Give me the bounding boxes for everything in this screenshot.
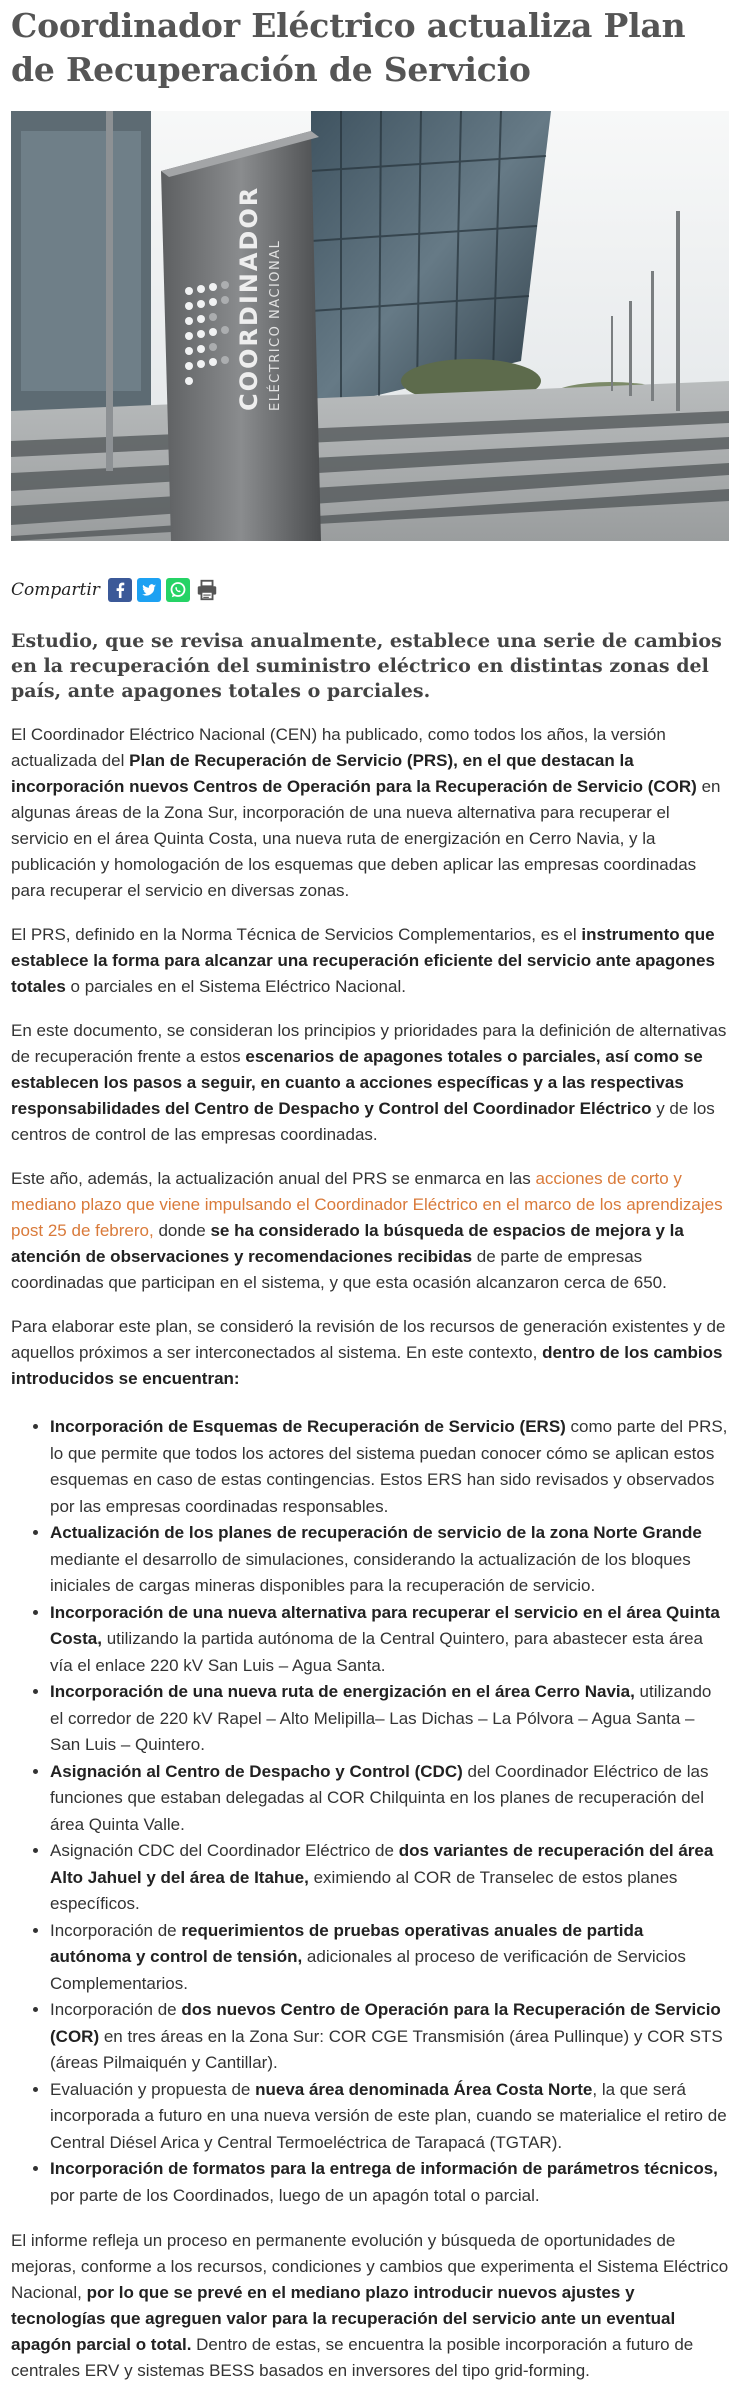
list-item: • Evaluación y propuesta de nueva área denominada Área Costa Norte, la que será incorporada a futuro en una nueva versión de este plan, cuando se materialice el retiro de Central Diésel Arica y Central Termoeléctrica de Tarapacá (TGTAR). <box>50 2077 729 2157</box>
paragraph-1: El Coordinador Eléctrico Nacional (CEN) ha publicado, como todos los años, la versión actualizada del Plan de Recuperación de Servicio (PRS), en el que destacan la incorporación nuevos Centros de Operación para la Recuperación de Servicio (COR) en algunas áreas de la Zona Sur, incorporación de una nueva alternativa para recuperar el servicio en el área Quinta Costa, una nueva ruta de energización en Cerro Navia, y la publicación y homologación de los esquemas que deben aplicar las empresas coordinadas para recuperar el servicio en diversas zonas. <box>11 725 721 900</box>
sign-text-1: COORDINADOR <box>235 185 263 411</box>
sign-text-2: ELÉCTRICO NACIONAL <box>268 239 283 411</box>
paragraph-6: El informe refleja un proceso en permanente evolución y búsqueda de oportunidades de mejoras, conforme a los recursos, condiciones y cambios que experimenta el Sistema Eléctrico Nacional, por lo que se prevé en el mediano plazo introducir nuevos ajustes y tecnologías que agreguen valor para la recuperación del servicio ante un eventual apagón parcial o total. Dentro de estas, se encuentra la posible incorporación a futuro de centrales ERV y sistemas BESS basados en inversores del tipo grid-forming. <box>11 2231 729 2380</box>
article-lead: Estudio, que se revisa anualmente, establece una serie de cambios en la recuperación del suministro eléctrico en distintas zonas del país, ante apagones totales o parciales. <box>11 630 722 702</box>
list-item: • Incorporación de dos nuevos Centro de Operación para la Recuperación de Servicio (COR) en tres áreas en la Zona Sur: COR CGE Transmisión (área Pullinque) y COR STS (áreas Pilmaiquén y Cantillar). <box>50 1997 729 2077</box>
paragraph-5: Para elaborar este plan, se consideró la revisión de los recursos de generación existentes y de aquellos próximos a ser interconectados al sistema. En este contexto, dentro de los cambios introducidos se encuentran: <box>11 1317 726 1388</box>
facebook-icon[interactable] <box>108 578 132 602</box>
paragraph-2: El PRS, definido en la Norma Técnica de Servicios Complementarios, es el instrumento que establece la forma para alcanzar una recuperación eficiente del servicio ante apagones totales o parciales en el Sistema Eléctrico Nacional. <box>11 925 715 996</box>
list-item: • Asignación CDC del Coordinador Eléctrico de dos variantes de recuperación del área Alto Jahuel y del área de Itahue, eximiendo al COR de Transelec de estos planes específicos. <box>50 1838 729 1918</box>
whatsapp-icon[interactable] <box>166 578 190 602</box>
print-icon[interactable] <box>195 578 219 602</box>
list-item: • Actualización de los planes de recuperación de servicio de la zona Norte Grande mediante el desarrollo de simulaciones, considerando la actualización de los bloques iniciales de cargas mineras disponibles para la recuperación de servicio. <box>50 1520 729 1600</box>
list-item: • Incorporación de requerimientos de pruebas operativas anuales de partida autónoma y control de tensión, adicionales al proceso de verificación de Servicios Complementarios. <box>50 1918 729 1998</box>
article <box>11 0 729 2384</box>
changes-list <box>11 1414 729 2209</box>
paragraph-4: Este año, además, la actualización anual del PRS se enmarca en las acciones de corto y mediano plazo que viene impulsando el Coordinador Eléctrico en el marco de los aprendizajes post 25 de febrero, donde se ha considerado la búsqueda de espacios de mejora y la atención de observaciones y recomendaciones recibidas de parte de empresas coordinadas que participan en el sistema, y que esta ocasión alcanzaron cerca de 650. <box>11 1169 723 1292</box>
page-title: Coordinador Eléctrico actualiza Plan de Recuperación de Servicio <box>11 6 686 89</box>
list-item: • Incorporación de una nueva alternativa para recuperar el servicio en el área Quinta Costa, utilizando la partida autónoma de la Central Quintero, para abastecer esta área vía el enlace 220 kV San Luis – Agua Santa. <box>50 1600 729 1680</box>
aprendizajes-link[interactable]: acciones de corto y mediano plazo que viene impulsando el Coordinador Eléctrico en el marco de los aprendizajes post 25 de febrero, <box>11 1169 723 1240</box>
list-item: • Incorporación de Esquemas de Recuperación de Servicio (ERS) como parte del PRS, lo que permite que todos los actores del sistema puedan conocer cómo se aplican estos esquemas en caso de estas contingencias. Estos ERS han sido revisados y observados por las empresas coordinadas responsables. <box>50 1414 729 1520</box>
hero-photo <box>11 111 729 541</box>
share-bar <box>11 569 729 611</box>
share-label: Compartir <box>11 580 100 600</box>
list-item: • Incorporación de formatos para la entrega de información de parámetros técnicos, por parte de los Coordinados, luego de un apagón total o parcial. <box>50 2156 729 2209</box>
list-item: • Incorporación de una nueva ruta de energización en el área Cerro Navia, utilizando el corredor de 220 kV Rapel – Alto Melipilla– Las Dichas – La Pólvora – Agua Santa – San Luis – Quintero. <box>50 1679 729 1759</box>
paragraph-3: En este documento, se consideran los principios y prioridades para la definición de alternativas de recuperación frente a estos escenarios de apagones totales o parciales, así como se establecen los pasos a seguir, en cuanto a acciones específicas y a las respectivas responsabilidades del Centro de Despacho y Control del Coordinador Eléctrico y de los centros de control de las empresas coordinadas. <box>11 1021 727 1144</box>
list-item: • Asignación al Centro de Despacho y Control (CDC) del Coordinador Eléctrico de las funciones que estaban delegadas al COR Chilquinta en los planes de recuperación del área Quinta Valle. <box>50 1759 729 1839</box>
hero-image <box>11 111 729 541</box>
twitter-icon[interactable] <box>137 578 161 602</box>
